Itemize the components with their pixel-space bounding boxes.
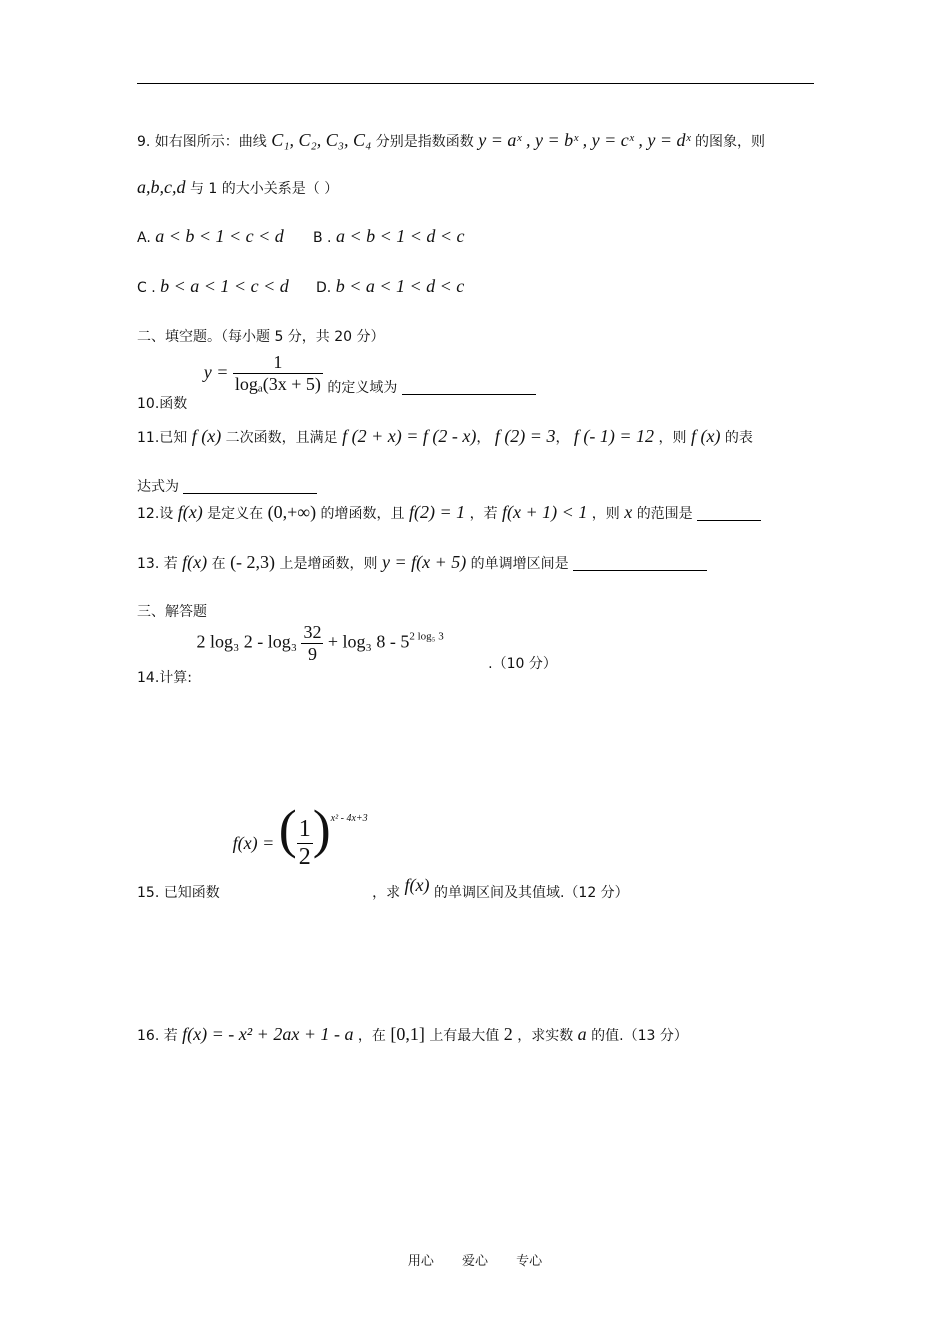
q14-prefix: 14.计算:	[137, 669, 192, 686]
q10-fraction	[233, 352, 323, 395]
question-14	[137, 622, 557, 686]
q13-fx: f(x)	[182, 552, 208, 572]
q12-x: x	[624, 502, 633, 522]
q9-suffix: 的图象，则	[695, 134, 766, 150]
q11-eq3: f (- 1) = 12	[573, 426, 655, 446]
q12-mid1: 是定义在	[207, 506, 264, 522]
q10-answer-blank[interactable]	[402, 380, 536, 395]
q9-option-b-expr: a < b < 1 < d < c	[335, 226, 465, 246]
question-13	[137, 552, 707, 573]
q13-mid2: 上是增函数，则	[279, 556, 378, 572]
section-2-heading: 二、填空题。（每小题 5 分，共 20 分）	[137, 329, 385, 345]
q12-eq1: f(2) = 1	[409, 502, 466, 522]
q16-suffix: 的值.（13 分）	[591, 1028, 688, 1044]
page-footer	[0, 1250, 950, 1269]
q9-line2: 与 1 的大小关系是（ ）	[189, 181, 339, 197]
q11-suffix: 的表	[724, 430, 753, 446]
q9-option-a: a < b < 1 < c < d	[155, 226, 284, 246]
q11-eq1: f (2 + x) = f (2 - x)	[342, 426, 477, 446]
footer-item-3: 专心	[516, 1254, 543, 1269]
q9-option-b-label: B .	[313, 230, 332, 246]
q9-option-a-label: A.	[137, 230, 151, 246]
q12-prefix: 12.设	[137, 506, 174, 522]
q14-denominator: 9	[307, 644, 317, 664]
q14-expr-2: + log₃ 8 - 5	[327, 631, 410, 652]
q11-prefix: 11.已知	[137, 430, 188, 446]
q9-mid: 分别是指数函数	[375, 134, 474, 150]
q10-numerator: 1	[233, 352, 323, 374]
q9-option-d	[316, 276, 464, 297]
q11-mid1: 二次函数，且满足	[225, 430, 338, 446]
q12-mid3: ，若	[469, 506, 498, 522]
q15-left-paren: (	[278, 799, 297, 859]
footer-item-2: 爱心	[461, 1254, 488, 1269]
q15-mid: ，求	[372, 885, 401, 901]
q15-exponent: x² - 4x+3	[330, 813, 368, 824]
q13-suffix: 的单调增区间是	[470, 556, 569, 572]
q12-mid2: 的增函数，且	[320, 506, 405, 522]
q12-fx: f(x)	[177, 502, 203, 522]
question-12	[137, 502, 761, 523]
q10-denominator: logₐ(3x + 5)	[234, 374, 321, 394]
footer-item-1: 用心	[407, 1254, 434, 1269]
q15-fraction	[297, 816, 313, 871]
question-9-line-2	[137, 177, 338, 198]
q15-prefix: 15. 已知函数	[137, 885, 220, 901]
q16-mid1: ，在	[357, 1028, 386, 1044]
question-10	[137, 352, 536, 412]
question-15	[137, 778, 629, 901]
q14-fraction	[301, 622, 323, 665]
q14-exponent: 2 log₅ 3	[409, 630, 444, 643]
q15-numerator: 1	[298, 815, 311, 842]
q13-eq: y = f(x + 5)	[381, 552, 467, 572]
q16-two: 2	[503, 1024, 513, 1044]
question-11-line-2	[137, 476, 317, 496]
q12-mid4: ，则	[591, 506, 620, 522]
q9-vars: a,b,c,d	[137, 177, 186, 197]
q9-option-b	[313, 226, 465, 247]
q9-prefix: 9. 如右图所示：曲线	[137, 134, 267, 150]
q10-y: y =	[203, 361, 229, 382]
q13-answer-blank[interactable]	[573, 556, 707, 571]
q10-prefix: 10.函数	[137, 395, 188, 412]
question-9-line-1	[137, 130, 765, 151]
section-3-heading: 三、解答题	[137, 604, 207, 620]
q9-option-c-label: C .	[137, 280, 156, 296]
q12-interval: (0,+∞)	[267, 502, 317, 522]
q11-eq2: f (2) = 3	[494, 426, 556, 446]
q9-option-d-expr: b < a < 1 < d < c	[335, 276, 465, 296]
q15-suffix: 的单调区间及其值域.（12 分）	[433, 885, 629, 901]
q9-option-c: b < a < 1 < c < d	[160, 276, 289, 296]
q9-options-row-2	[137, 276, 289, 297]
q11-line2: 达式为	[137, 479, 179, 495]
q16-mid2: 上有最大值	[429, 1028, 500, 1044]
q9-option-d-label: D.	[316, 280, 332, 296]
q11-fx-2: f (x)	[690, 426, 721, 446]
q14-expr-1: 2 log₃ 2 - log₃	[196, 631, 297, 652]
q9-options-row-1	[137, 226, 284, 247]
q9-funcs: y = aˣ , y = bˣ , y = cˣ , y = dˣ	[478, 130, 691, 150]
q16-a: a	[577, 1024, 587, 1044]
q16-prefix: 16. 若	[137, 1028, 178, 1044]
q16-eq: f(x) = - x² + 2ax + 1 - a	[182, 1024, 354, 1044]
question-11-line-1: 11.已知 f (x) 二次函数，且满足 f (2 + x) = f (2 - x)， f (2) = 3， f (- 1) = 12 ，则 f (x) 的表	[137, 426, 753, 446]
q13-mid1: 在	[211, 556, 226, 572]
q14-numerator: 32	[303, 622, 322, 642]
q12-answer-blank[interactable]	[697, 506, 761, 521]
q11-answer-blank[interactable]	[183, 479, 317, 494]
q12-suffix: 的范围是	[636, 506, 693, 522]
q14-suffix: .（10 分）	[488, 655, 557, 672]
q15-fx: f(x) =	[232, 833, 275, 853]
q15-right-paren: )	[312, 799, 331, 859]
q15-fx2: f(x)	[404, 875, 430, 895]
q10-suffix: 的定义域为	[327, 379, 398, 396]
q11-mid2: ，则	[658, 430, 687, 446]
question-16	[137, 1024, 688, 1045]
q13-prefix: 13. 若	[137, 556, 178, 572]
q13-interval: (- 2,3)	[230, 552, 276, 572]
q16-mid3: ，求实数	[517, 1028, 574, 1044]
q15-denominator: 2	[298, 843, 311, 870]
q11-fx: f (x)	[191, 426, 222, 446]
q12-eq2: f(x + 1) < 1	[502, 502, 588, 522]
header-rule	[137, 83, 814, 84]
q9-curves: C₁, C₂, C₃, C₄	[271, 130, 372, 150]
q16-interval: [0,1]	[390, 1024, 425, 1044]
